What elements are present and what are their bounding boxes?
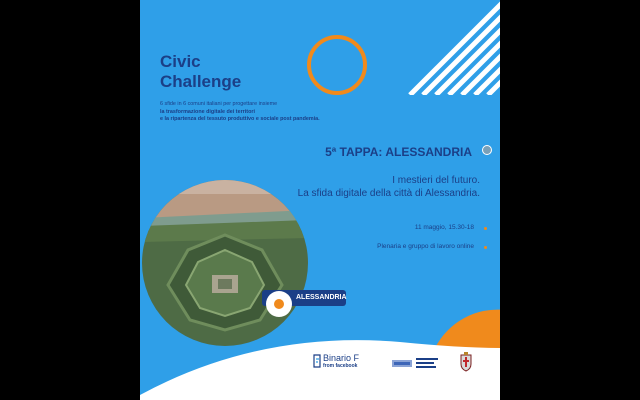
event-description [160,101,390,124]
headline-line-1: I mestieri del futuro. [392,175,480,186]
city-location-tag: ALESSANDRIA [262,290,346,306]
headline-line-2: La sfida digitale della città di Alessandria. [297,187,480,199]
title-line-2: Challenge [160,72,242,91]
description-line-2: la trasformazione digitale dei territori [160,108,255,115]
description-line-3: e la ripartenza del tessuto produttivo e sociale post pandemia. [160,116,320,122]
stage-heading: 5ª TAPPA: ALESSANDRIA [325,145,472,159]
event-headline [298,175,480,200]
title-line-1: Civic [160,52,201,71]
event-date-time: 11 maggio, 15.30-18 [414,224,474,231]
event-format: Plenaria e gruppo di lavoro online [377,243,474,250]
binario-f-logo [323,353,359,369]
binario-f-subtitle: from facebook [323,363,358,369]
event-title [160,52,241,92]
orange-ring-graphic [302,30,372,100]
orange-bullet-icon [484,246,487,249]
diagonal-stripes-graphic [370,0,500,95]
bottom-wave-graphic [140,300,500,400]
description-line-1: 6 sfide in 6 comuni italiani per progettare insieme [160,101,278,107]
municipal-crest-icon [458,352,474,372]
stage-marker-icon [482,145,492,155]
event-poster [140,0,500,400]
location-pin-dot [274,299,284,309]
foundation-logo [392,356,440,370]
orange-bullet-icon [484,227,487,230]
binario-f-wordmark: Binario F [323,353,360,363]
binario-f-logo-icon [312,354,322,368]
